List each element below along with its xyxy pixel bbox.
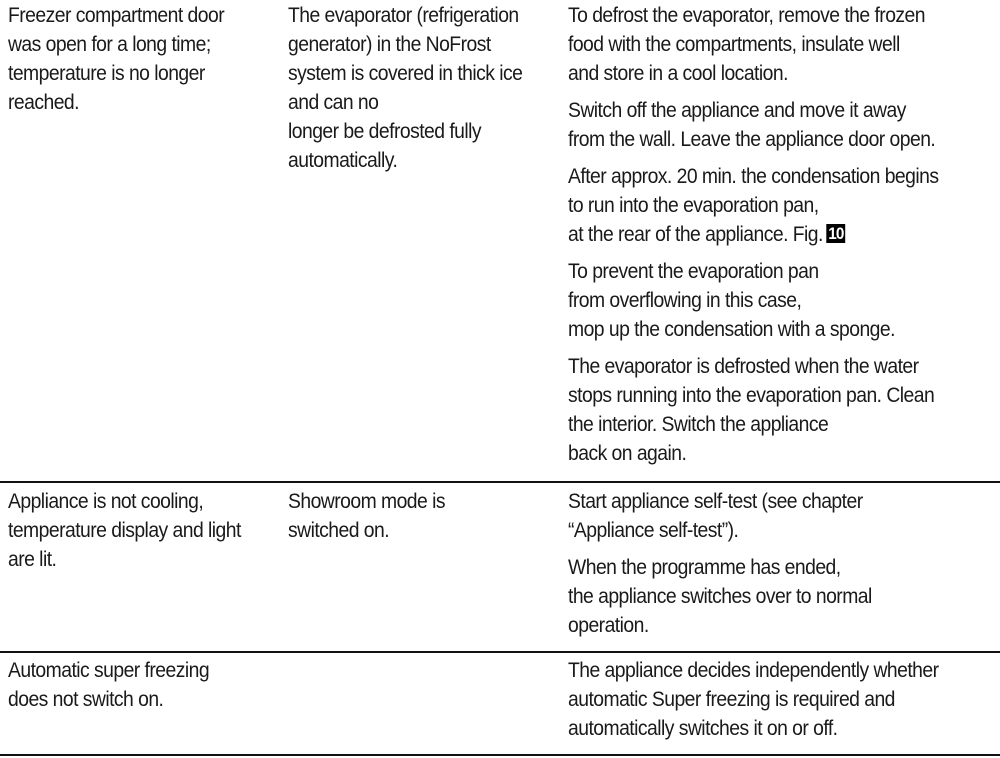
- fault-text: Automatic super freezing: [8, 658, 210, 682]
- remedy-text: automatic Super freezing is required and: [568, 687, 895, 711]
- remedy-cell: [568, 656, 939, 743]
- fault-text: was open for a long time;: [8, 32, 211, 56]
- remedy-paragraph: [568, 1, 938, 88]
- remedy-line-with-figure: [568, 220, 938, 249]
- remedy-text: and store in a cool location.: [568, 61, 788, 85]
- remedy-text: After approx. 20 min. the condensation begins: [568, 164, 939, 188]
- remedy-text: Start appliance self-test (see chapter: [568, 489, 863, 513]
- fault-cell: [8, 487, 241, 574]
- remedy-text: When the programme has ended,: [568, 555, 841, 579]
- remedy-text: The evaporator is defrosted when the water: [568, 354, 919, 378]
- remedy-paragraph: [568, 96, 938, 154]
- fault-text: reached.: [8, 90, 79, 114]
- remedy-paragraph: [568, 162, 938, 249]
- fault-text: Freezer compartment door: [8, 3, 225, 27]
- fault-cell: [8, 1, 224, 117]
- cause-text: system is covered in thick ice: [288, 61, 523, 85]
- fault-cell: [8, 656, 209, 714]
- cause-text: The evaporator (refrigeration: [288, 3, 519, 27]
- fault-text: Appliance is not cooling,: [8, 489, 204, 513]
- remedy-text: To prevent the evaporation pan: [568, 259, 819, 283]
- remedy-text: stops running into the evaporation pan. Clean: [568, 383, 935, 407]
- cause-text: Showroom mode is: [288, 489, 445, 513]
- remedy-text: mop up the condensation with a sponge.: [568, 317, 895, 341]
- cause-text: and can no: [288, 90, 379, 114]
- remedy-text: from overflowing in this case,: [568, 288, 802, 312]
- remedy-text: “Appliance self-test”).: [568, 518, 739, 542]
- remedy-text: food with the compartments, insulate well: [568, 32, 900, 56]
- row-divider: [0, 481, 1000, 483]
- cause-cell: [288, 1, 522, 175]
- remedy-text: the interior. Switch the appliance: [568, 412, 829, 436]
- remedy-text: back on again.: [568, 441, 687, 465]
- remedy-text: to run into the evaporation pan,: [568, 193, 819, 217]
- remedy-text: Switch off the appliance and move it away: [568, 98, 906, 122]
- remedy-paragraph: [568, 352, 938, 468]
- remedy-text: automatically switches it on or off.: [568, 716, 838, 740]
- cause-text: generator) in the NoFrost: [288, 32, 491, 56]
- remedy-text: The appliance decides independently whether: [568, 658, 939, 682]
- cause-cell: [288, 487, 445, 545]
- fault-text: does not switch on.: [8, 687, 164, 711]
- remedy-paragraph: [568, 656, 939, 743]
- remedy-paragraph: [568, 553, 872, 640]
- remedy-text: the appliance switches over to normal: [568, 584, 872, 608]
- fault-text: are lit.: [8, 547, 57, 571]
- remedy-text: at the rear of the appliance. Fig.: [568, 222, 823, 246]
- fault-text: temperature display and light: [8, 518, 241, 542]
- remedy-paragraph: [568, 487, 872, 545]
- cause-text: longer be defrosted fully: [288, 119, 482, 143]
- remedy-cell: [568, 1, 938, 468]
- remedy-paragraph: [568, 257, 938, 344]
- cause-text: switched on.: [288, 518, 390, 542]
- remedy-text: To defrost the evaporator, remove the frozen: [568, 3, 926, 27]
- fault-text: temperature is no longer: [8, 61, 205, 85]
- cause-text: automatically.: [288, 148, 398, 172]
- figure-number-badge: 10: [828, 224, 844, 243]
- remedy-text: operation.: [568, 613, 649, 637]
- row-divider: [0, 651, 1000, 653]
- table-bottom-rule: [0, 754, 1000, 756]
- remedy-cell: [568, 487, 872, 640]
- remedy-text: from the wall. Leave the appliance door open.: [568, 127, 936, 151]
